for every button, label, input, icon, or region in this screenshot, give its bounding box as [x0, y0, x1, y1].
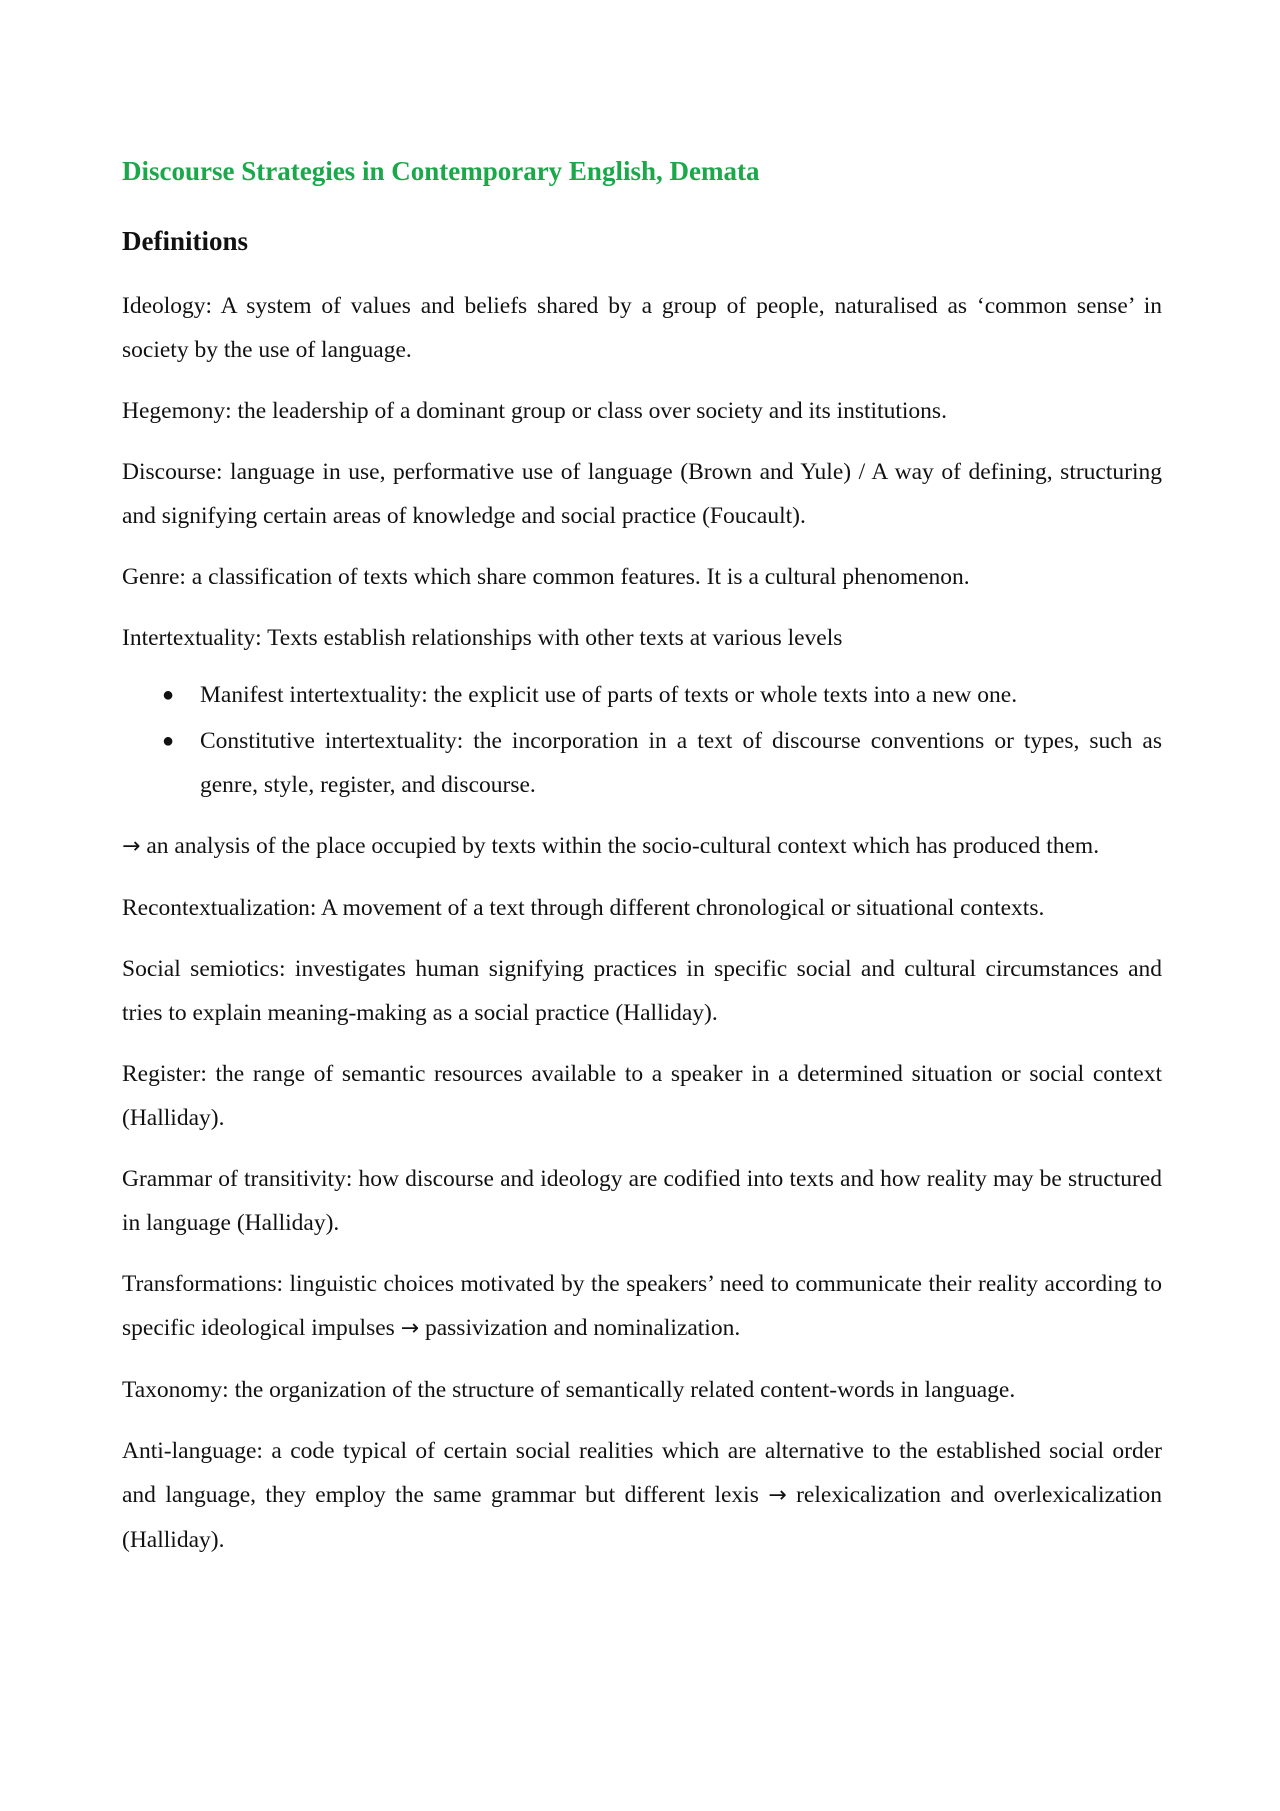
- bullet-constitutive-intertextuality: [122, 719, 1162, 807]
- definition-taxonomy: Taxonomy: the organization of the structure of semantically related content-words in language.: [122, 1377, 1016, 1403]
- definition-grammar-of-transitivity: Grammar of transitivity: how discourse and ideology are codified into texts and how reality may be structured in language (Halliday).: [122, 1166, 1162, 1236]
- document-title: Discourse Strategies in Contemporary English, Demata: [122, 156, 760, 186]
- definition-hegemony: Hegemony: the leadership of a dominant group or class over society and its institutions.: [122, 398, 947, 424]
- definition-transformations: [122, 1262, 1162, 1351]
- bullet-dot-icon: ●: [162, 684, 175, 706]
- definition-discourse: Discourse: language in use, performative use of language (Brown and Yule) / A way of defining, structuring and signifying certain areas of knowledge and social practice (Foucault).: [122, 459, 1162, 529]
- bullet-dot-icon: ●: [162, 730, 175, 752]
- arrow-right-icon: →: [400, 1316, 420, 1341]
- transformations-text: Transformations: linguistic choices motivated by the speakers’ need to communicate their reality according to specific ideological impulses: [122, 1271, 1162, 1341]
- anti-language-text: Anti-language: a code typical of certain social realities which are alternative to the established social order and language, they employ the same grammar but different lexis: [122, 1438, 1162, 1508]
- document-page: [122, 150, 1162, 1579]
- bullet-manifest-intertextuality: [122, 673, 1162, 717]
- definition-social-semiotics: Social semiotics: investigates human signifying practices in specific social and cultural circumstances and tries to explain meaning-making as a social practice (Halliday).: [122, 956, 1162, 1026]
- bullet-text: Manifest intertextuality: the explicit use of parts of texts or whole texts into a new one.: [200, 682, 1018, 708]
- section-heading-definitions: Definitions: [122, 226, 249, 256]
- bullet-text: Constitutive intertextuality: the incorporation in a text of discourse conventions or types, such as genre, style, register, and discourse.: [200, 728, 1162, 798]
- transformations-result: passivization and nominalization.: [424, 1315, 741, 1341]
- definition-register: Register: the range of semantic resources available to a speaker in a determined situation or social context (Halliday).: [122, 1061, 1162, 1131]
- arrow-right-icon: →: [122, 834, 141, 859]
- definition-anti-language: [122, 1429, 1162, 1562]
- definition-recontextualization: Recontextualization: A movement of a text through different chronological or situational contexts.: [122, 895, 1045, 921]
- arrow-note: [122, 824, 1162, 869]
- anti-language-result: relexicalization and overlexicalization (Halliday).: [122, 1482, 1163, 1553]
- arrow-note-text: an analysis of the place occupied by texts within the socio-cultural context which has produced them.: [146, 833, 1100, 859]
- intertextuality-bullet-list: [122, 673, 1162, 807]
- definition-ideology: Ideology: A system of values and beliefs shared by a group of people, naturalised as ‘common sense’ in society by the use of language.: [122, 293, 1162, 363]
- definition-genre: Genre: a classification of texts which share common features. It is a cultural phenomenon.: [122, 564, 970, 590]
- arrow-right-icon: →: [768, 1483, 787, 1508]
- definition-intertextuality: Intertextuality: Texts establish relationships with other texts at various levels: [122, 625, 843, 651]
